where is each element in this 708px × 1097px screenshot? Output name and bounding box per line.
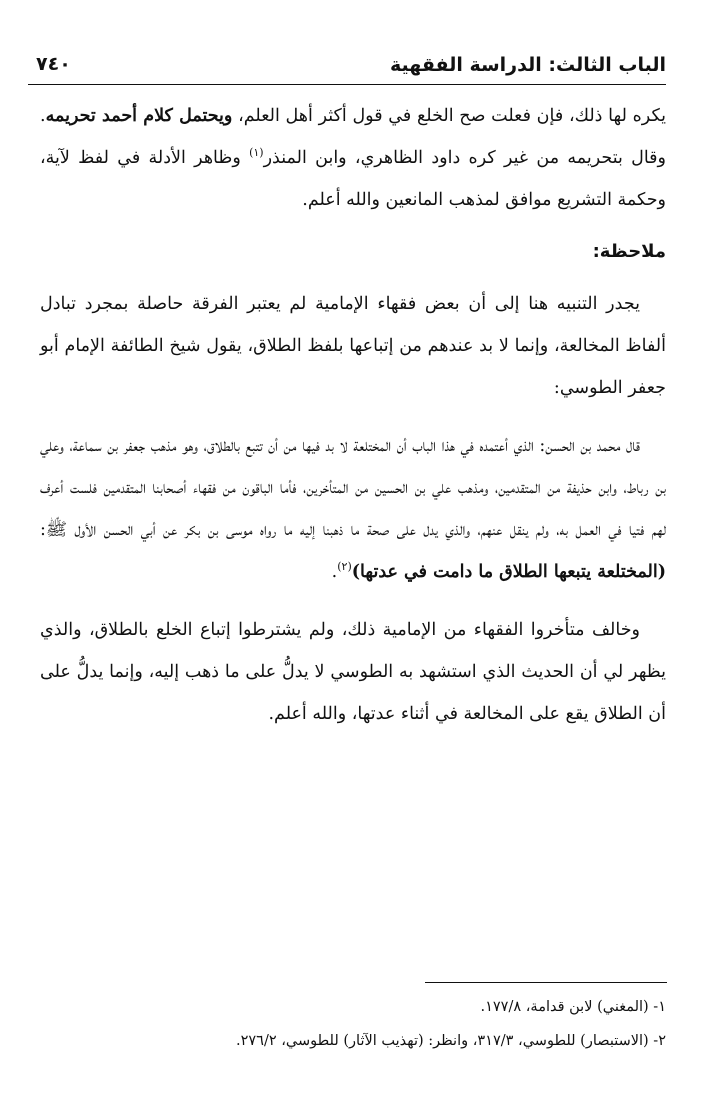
section-heading: ملاحظة:	[592, 241, 666, 262]
footnote-2: ٢- (الاستبصار) للطوسي، ٣١٧/٣، وانظر: (تهذيب الآثار) للطوسي، ٢٧٦/٢.	[235, 1033, 666, 1049]
footnotes	[40, 990, 666, 1058]
running-header	[28, 50, 666, 85]
paragraph-3	[40, 425, 666, 593]
paragraph-4: وخالف متأخروا الفقهاء من الإمامية ذلك، ولم يشترطوا إتباع الخلع بالطلاق، والذي يظهر لي أن الحديث الذي استشهد به الطوسي لا يدلُّ على ما ذهب إليه، وإنما يدلُّ على أن الطلاق يقع على المخالعة في أثناء عدتها، والله أعلم.	[40, 620, 666, 724]
paragraph-2: يجدر التنبيه هنا إلى أن بعض فقهاء الإمامية لم يعتبر الفرقة حاصلة بمجرد تبادل ألفاظ المخالعة، وإنما لا بد عندهم من إتباعها بلفظ الطلاق، يقول شيخ الطائفة الإمام أبو جعفر الطوسي:	[40, 294, 666, 398]
footnote-ref-2[interactable]: (٢)	[337, 560, 352, 574]
paragraph-3-hadith-quote: (المختلعة يتبعها الطلاق ما دامت في عدتها)	[351, 562, 666, 582]
chapter-title: الباب الثالث: الدراسة الفقهية	[390, 54, 666, 76]
footnote-ref-1[interactable]: (١)	[249, 146, 264, 160]
footnote-1: ١- (المغني) لابن قدامة، ١٧٧/٨.	[480, 999, 666, 1015]
main-text	[40, 95, 666, 735]
page-number: ٧٤٠	[36, 53, 71, 75]
paragraph-3-text-c: .	[331, 562, 338, 582]
paragraph-1-text-a: يكره لها ذلك، فإن فعلت صح الخلع في قول أكثر أهل العلم،	[232, 106, 666, 126]
paragraph-3-text-a: قال محمد بن الحسن: الذي أعتمده في هذا الباب أن المختلعة لا بد فيها من أن تتبع بالطلاق، وهو مذهب جعفر بن سماعة، وعلي بن رباط، وابن حذيفة من المتقدمين، ومذهب علي بن الحسين من المتأخرين، فأما الباقون من فقهاء أصحابنا المتقدمين فلست أعرف لهم فتيا في العمل به، ولم ينقل عنهم، والذي يدل على صحة ما ذهبنا إليه ما رواه موسى بن بكر عن أبي الحسن الأول ﷺ:	[40, 436, 666, 540]
paragraph-1-text-c: . وقال بتحريمه من غير كره داود الظاهري، وابن المنذر	[40, 106, 667, 168]
paragraph-1	[40, 95, 666, 221]
paragraph-1-bold-phrase: ويحتمل كلام أحمد تحريمه	[45, 106, 233, 126]
paragraph-1-text-d: وظاهر الأدلة في لفظ لآية، وحكمة التشريع موافق لمذهب المانعين والله أعلم.	[40, 148, 666, 210]
footnote-separator	[425, 982, 667, 983]
